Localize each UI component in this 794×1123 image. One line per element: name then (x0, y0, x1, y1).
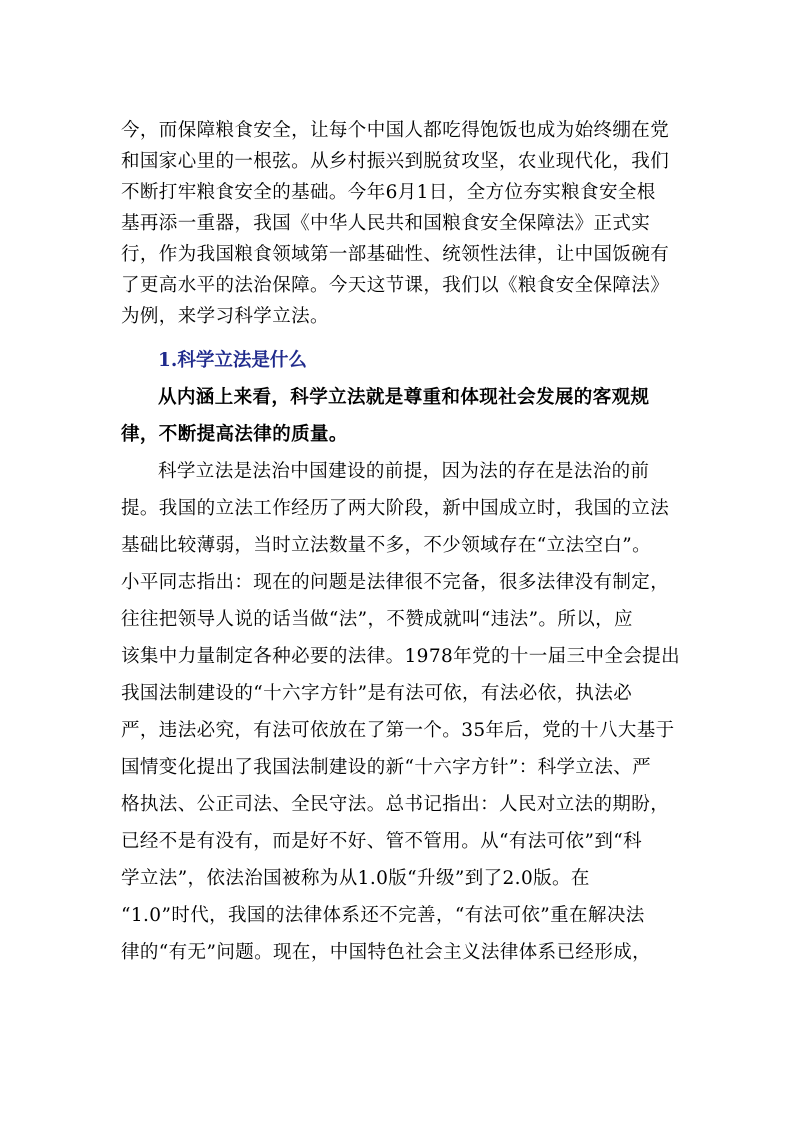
body-line: 基础比较薄弱，当时立法数量不多，不少领域存在“立法空白”。 (121, 535, 652, 556)
body-line: 该集中力量制定各种必要的法律。1978年党的十一届三中全会提出 (121, 646, 680, 667)
emphasis-line: 从内涵上来看，科学立法就是尊重和体现社会发展的客观规 (158, 387, 650, 408)
body-line: 提。我国的立法工作经历了两大阶段，新中国成立时，我国的立法 (121, 498, 670, 519)
body-line: 我国法制建设的“十六字方针”是有法可依，有法必依，执法必 (121, 683, 633, 704)
body-line: 格执法、公正司法、全民守法。总书记指出：人民对立法的期盼， (121, 794, 670, 815)
body-line: 学立法”，依法治国被称为从1.0版“升级”到了2.0版。在 (121, 868, 590, 889)
body-line: 小平同志指出：现在的问题是法律很不完备，很多法律没有制定， (121, 572, 670, 593)
intro-line: 了更高水平的法治保障。今天这节课，我们以《粮食安全保障法》 (121, 275, 670, 296)
intro-line: 今，而保障粮食安全，让每个中国人都吃得饱饭也成为始终绷在党 (121, 120, 670, 141)
body-line: 国情变化提出了我国法制建设的新“十六字方针”：科学立法、严 (121, 757, 652, 778)
intro-line: 基再添一重器，我国《中华人民共和国粮食安全保障法》正式实 (121, 213, 651, 234)
intro-line: 不断打牢粮食安全的基础。今年6月1日，全方位夯实粮食安全根 (121, 182, 656, 203)
intro-line: 为例，来学习科学立法。 (121, 306, 329, 327)
section-heading: 1.科学立法是什么 (158, 350, 307, 371)
body-line: 往往把领导人说的话当做“法”，不赞成就叫“违法”。所以，应 (121, 609, 633, 630)
intro-line: 行，作为我国粮食领域第一部基础性、统领性法律，让中国饭碗有 (121, 244, 670, 265)
body-line: 已经不是有没有，而是好不好、管不管用。从“有法可依”到“科 (121, 831, 642, 852)
emphasis-line: 律，不断提高法律的质量。 (121, 424, 348, 445)
intro-line: 和国家心里的一根弦。从乡村振兴到脱贫攻坚，农业现代化，我们 (121, 151, 670, 172)
body-line: 科学立法是法治中国建设的前提，因为法的存在是法治的前 (158, 461, 650, 482)
body-line: “1.0”时代，我国的法律体系还不完善，“有法可依”重在解决法 (121, 905, 645, 926)
body-line: 律的“有无”问题。现在，中国特色社会主义法律体系已经形成， (121, 942, 652, 963)
body-line: 严，违法必究，有法可依放在了第一个。35年后，党的十八大基于 (121, 720, 675, 741)
